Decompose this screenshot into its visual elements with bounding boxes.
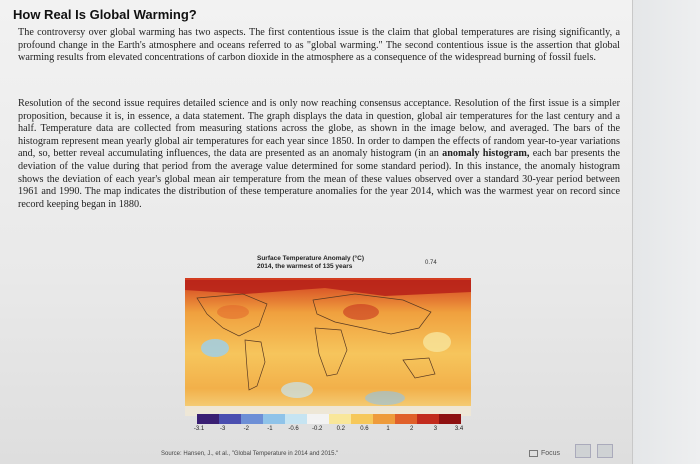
paragraph-intro: The controversy over global warming has two aspects. The first contentious issue is the claim that global temperatures are rising significantly, a profound change in the Earth's atmosphere and oceans referred to as "global warming." The second contentious issue is the assertion that global warming results from elevated concentrations of carbon dioxide in the atmosphere as a consequence of the widespread burning of fossil fuels.	[18, 27, 620, 64]
page-title: How Real Is Global Warming?	[13, 7, 197, 22]
colorbar-tick-label: 2	[410, 426, 414, 432]
colorbar-tick-label: 1	[386, 426, 390, 432]
focus-icon	[529, 450, 538, 457]
paragraph-text-part2: each bar presents the deviation of the value during that period from the average value determined for some standard period). In this instance, the anomaly histogram shows the deviation of each year's global mean air temperature from the mean of these values observed over a standard 30-year period between 1961 and 1990. The map indicates the distribution of these temperature anomalies for the year 2014, which was the warmest year on record since record keeping began in 1880.	[18, 148, 621, 210]
figure-global-value: 0.74	[425, 260, 437, 266]
focus-button[interactable]	[525, 446, 571, 460]
colorbar-tick-label: -2	[243, 426, 249, 432]
colorbar-segment	[351, 414, 374, 424]
figure-title	[257, 255, 364, 271]
colorbar-segment	[417, 414, 440, 424]
colorbar-ticks	[195, 426, 471, 436]
colorbar-tick-label: 0.2	[336, 426, 345, 432]
figure-source: Source: Hansen, J., et al., "Global Temperature in 2014 and 2015."	[161, 451, 339, 457]
paragraph-text-part1: Resolution of the second issue requires detailed science and is only now reaching consensus acceptance. Resolution of the first issue is a simpler proposition, because it is, in essence, a data statement. The graph displays the data in question, global air temperatures for the last century and a half. Temperature data are collected from measuring stations across the globe, as shown in the image below, and averaged. The bars of the histogram represent mean yearly global air temperatures for each year since 1850. In order to dampen the effects of random year-to-year variations and, so, better reveal accumulating influences, the data are presented as an anomaly histogram (in an	[18, 98, 620, 160]
colorbar-segment	[241, 414, 264, 424]
view-buttons	[575, 444, 613, 458]
colorbar-tick-label: 3.4	[454, 426, 464, 432]
colorbar-tick-label: 0.6	[360, 426, 369, 432]
focus-label: Focus	[541, 449, 561, 457]
colorbar-segment	[285, 414, 308, 424]
colorbar-segment	[197, 414, 220, 424]
colorbar-tick-label: 3	[433, 426, 438, 432]
colorbar-tick-label: -3	[219, 426, 226, 432]
colorbar-segment	[439, 414, 461, 424]
colorbar-segment	[373, 414, 396, 424]
anomaly-world-map	[185, 278, 471, 416]
figure-title-line2: 2014, the warmest of 135 years	[257, 263, 353, 270]
colorbar-tick-label: -0.6	[288, 426, 299, 432]
colorbar-segment	[395, 414, 418, 424]
colorbar-segment	[307, 414, 330, 424]
colorbar-tick-label: -1	[267, 426, 273, 432]
colorbar-segment	[219, 414, 242, 424]
print-layout-icon[interactable]	[575, 444, 591, 458]
colorbar-tick-label: -3.1	[193, 426, 205, 432]
right-panel	[630, 0, 700, 464]
figure-title-line1: Surface Temperature Anomaly (°C)	[257, 255, 364, 262]
temperature-anomaly-figure	[161, 248, 471, 460]
colorbar-segment	[263, 414, 286, 424]
colorbar-segment	[329, 414, 352, 424]
colorbar	[197, 414, 461, 424]
paragraph-bold-term: anomaly histogram,	[442, 148, 530, 160]
paragraph-resolution	[18, 98, 620, 211]
colorbar-tick-label: -0.2	[312, 426, 323, 432]
web-layout-icon[interactable]	[597, 444, 613, 458]
